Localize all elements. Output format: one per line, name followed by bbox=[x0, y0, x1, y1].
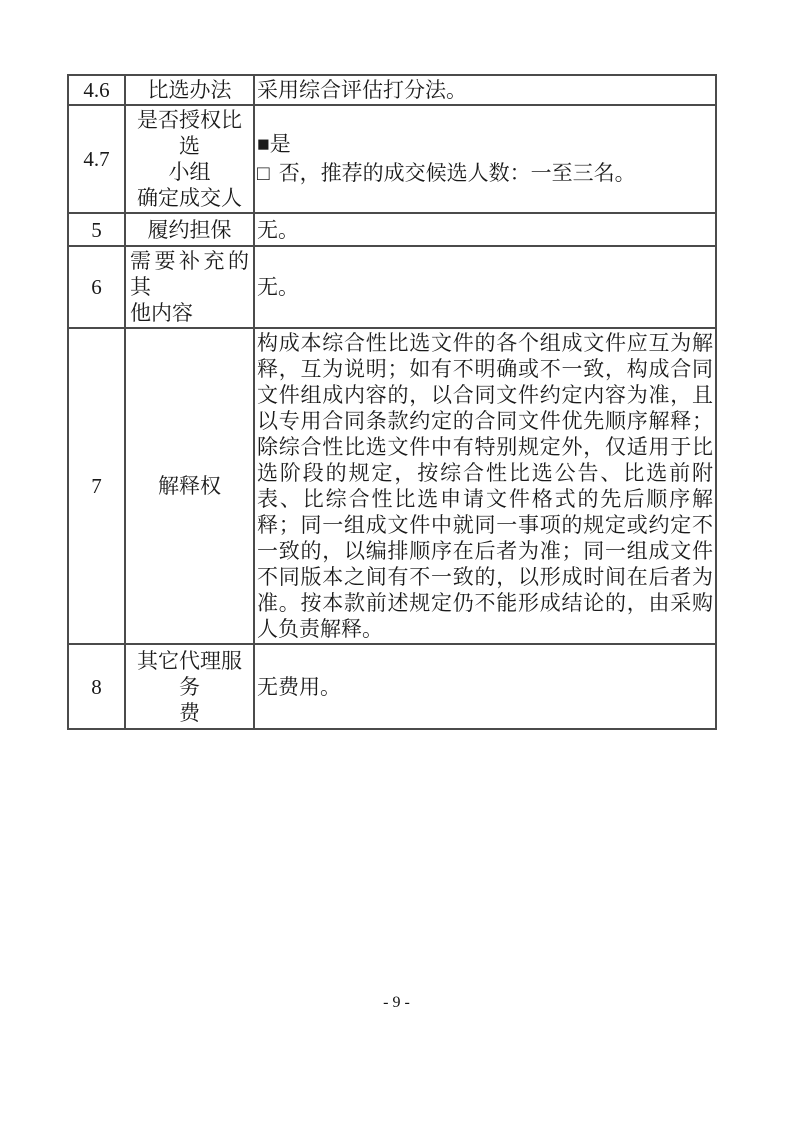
table-row bbox=[68, 246, 716, 328]
row-label-line: 是否授权比选 bbox=[137, 108, 242, 158]
row-content-cell: 构成本综合性比选文件的各个组成文件应互为解释，互为说明；如有不明确或不一致，构成合同文件组成内容的，以合同文件约定内容为准，且以专用合同条款约定的合同文件优先顺序解释；除综合性比选文件中有特别规定外，仅适用于比选阶段的规定，按综合性比选公告、比选前附表、比综合性比选申请文件格式的先后顺序解释；同一组成文件中就同一事项的规定或约定不一致的，以编排顺序在后者为准；同一组成文件不同版本之间有不一致的，以形成时间在后者为准。按本款前述规定仍不能形成结论的，由采购人负责解释。 bbox=[254, 328, 716, 644]
row-label-cell: 比选办法 bbox=[125, 75, 254, 105]
row-label-cell: 解释权 bbox=[125, 328, 254, 644]
option-no-label: 否，推荐的成交候选人数：一至三名。 bbox=[278, 161, 636, 185]
row-label-line: 小组 bbox=[168, 160, 211, 184]
row-number-cell: 7 bbox=[68, 328, 125, 644]
row-label-cell bbox=[125, 644, 254, 729]
table-row bbox=[68, 644, 716, 729]
row-number-cell: 4.6 bbox=[68, 75, 125, 105]
option-yes-label: 是 bbox=[269, 132, 291, 156]
row-number-cell: 5 bbox=[68, 213, 125, 246]
checkbox-unchecked-icon: □ bbox=[257, 161, 270, 185]
conditions-table bbox=[67, 74, 717, 730]
row-label-line: 确定成交人 bbox=[137, 186, 242, 210]
row-content-cell bbox=[254, 105, 716, 213]
row-content-cell: 无费用。 bbox=[254, 644, 716, 729]
option-no-line bbox=[257, 159, 713, 188]
page-number: - 9 - bbox=[383, 994, 410, 1011]
table-row bbox=[68, 328, 716, 644]
row-label-line: 需要补充的其 bbox=[130, 249, 249, 299]
table-row bbox=[68, 75, 716, 105]
row-number-cell: 6 bbox=[68, 246, 125, 328]
row-content-cell: 无。 bbox=[254, 213, 716, 246]
row-label-cell bbox=[125, 105, 254, 213]
row-content-cell: 无。 bbox=[254, 246, 716, 328]
checkbox-checked-icon: ■ bbox=[257, 132, 270, 156]
table-row bbox=[68, 105, 716, 213]
row-number-cell: 8 bbox=[68, 644, 125, 729]
row-content-cell: 采用综合评估打分法。 bbox=[254, 75, 716, 105]
row-label-cell: 履约担保 bbox=[125, 213, 254, 246]
row-label-cell bbox=[125, 246, 254, 328]
row-label-line: 费 bbox=[179, 700, 200, 725]
row-label-line: 他内容 bbox=[130, 301, 193, 325]
option-yes-line bbox=[257, 130, 713, 159]
row-number-cell: 4.7 bbox=[68, 105, 125, 213]
table-row bbox=[68, 213, 716, 246]
row-label-line: 其它代理服务 bbox=[137, 648, 242, 699]
